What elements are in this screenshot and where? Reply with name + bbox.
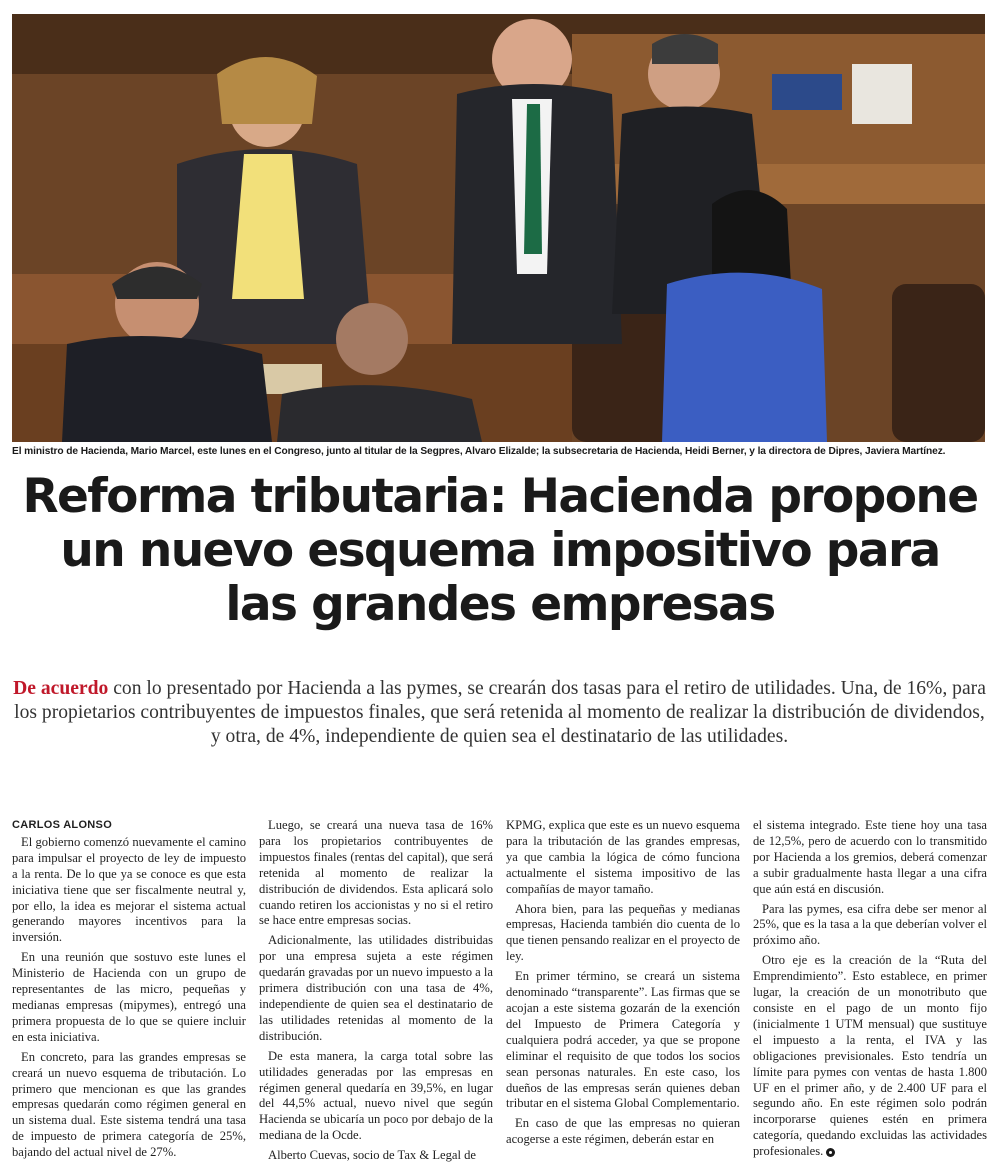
photo-person-suit (62, 336, 272, 442)
photo-chair-right (892, 284, 985, 442)
photo-person-hair (217, 57, 317, 124)
article-column-2 (259, 818, 493, 1168)
paragraph: De esta manera, la carga total sobre las utilidades generadas por las empresas en régimen general quedaría en 39,5%, en lugar del 44,5% actual, nuevo nivel que según Hacienda se ubicaría un poco por debajo de la mediana de la Ocde. (259, 1048, 493, 1143)
paragraph: En primer término, se creará un sistema denominado “transparente”. Las firmas que se acojan a este sistema gozarán de la exención del Impuesto de Primera Categoría y cualquiera podrá acceder, ya que se propone eliminar el requisito de que todos los socios sean personas naturales. En este caso, los dueños de las empresas serán quienes deban tributar en el sistema Global Complementario. (506, 969, 740, 1111)
paragraph (753, 953, 987, 1160)
paragraph: En concreto, para las grandes empresas se creará un nuevo esquema de tributación. Lo primero que mencionan es que las grandes empresas quedarán como régimen general en un sistema dual. Este sistema tendrá una tasa de impuesto de primera categoría de 25%, bajando del actual nivel de 27%. (12, 1049, 246, 1160)
article-headline: Reforma tributaria: Hacienda propone un nuevo esquema impositivo para las grandes empresas (22, 469, 978, 632)
paragraph: En caso de que las empresas no quieran acogerse a este régimen, deberán estar en (506, 1116, 740, 1147)
paragraph: Luego, se creará una nueva tasa de 16% para los propietarios contribuyentes de impuestos finales (rentas del capital), que será retenida al momento de realizar la distribución de dividendos. Esta aplicará solo cuando retiren los accionistas y no si el retiro se hace entre empresas socias. (259, 818, 493, 928)
paragraph: Alberto Cuevas, socio de Tax & Legal de (268, 1148, 477, 1163)
paragraph: Ahora bien, para las pequeñas y medianas empresas, Hacienda también dio cuenta de lo que tienen pensando realizar en el proyecto de ley. (506, 901, 740, 964)
paragraph: El gobierno comenzó nuevamente el camino para impulsar el proyecto de ley de impuesto a la renta. De lo que ya se conoce es que esta iniciativa tiene que ser fiscalmente neutral y, por ello, la idea es mejorar el sistema actual generando mayores incentivos para la inversión. (12, 834, 246, 945)
end-of-article-icon (826, 1148, 835, 1157)
photo-book (772, 74, 842, 110)
lead-text: con lo presentado por Hacienda a las pymes, se crearán dos tasas para el retiro de utilidades. Una, de 16%, para los propietarios contribuyentes de impuestos finales, que será retenida al momento de realizar la distribución de dividendos, y otra, de 4%, independiente de quien sea el destinatario de las utilidades. (14, 678, 986, 747)
lead-kicker: De acuerdo (13, 678, 109, 699)
photo-caption: El ministro de Hacienda, Mario Marcel, este lunes en el Congreso, junto al titular de la Segpres, Alvaro Elizalde; la subsecretaria de Hacienda, Heidi Berner, y la directora de Dipres, Javiera Martínez. (12, 446, 946, 457)
paragraph: Adicionalmente, las utilidades distribuidas por una empresa sujeta a este régimen quedarán gravadas por un nuevo impuesto a la primera distribución con una tasa de 4%, independiente de quien sea el destinatario de las utilidades retenidas al momento de la distribución. (259, 933, 493, 1043)
photo-person-blouse (232, 154, 304, 299)
paragraph: Para las pymes, esa cifra debe ser menor al 25%, que es la tasa a la que deberían volver el próximo año. (753, 901, 987, 948)
article-column-3 (506, 818, 740, 1168)
photo-illustration (12, 14, 985, 442)
paragraph: En una reunión que sostuvo este lunes el Ministerio de Hacienda con un grupo de representantes de las micro, pequeñas y medianas empresas (mipymes), entregó una primera propuesta de lo que se quiere incluir en esta iniciativa. (12, 950, 246, 1044)
paragraph: KPMG, explica que este es un nuevo esquema para la tributación de las grandes empresas, ya que cambia la lógica de cómo funciona actualmente el sistema impositivo de las compañías de mayor tamaño. (506, 818, 740, 896)
photo-papers (852, 64, 912, 124)
news-photo (12, 14, 985, 442)
article-body (12, 818, 987, 1168)
photo-person-tie (524, 104, 542, 254)
paragraph: el sistema integrado. Este tiene hoy una tasa de 12,5%, pero de acuerdo con lo transmitido por Hacienda a los gremios, deberá comenzar a subir gradualmente hasta llegar a una cifra que aún está en discusión. (753, 818, 987, 896)
paragraph-text: Otro eje es la creación de la “Ruta del Emprendimiento”. Esto establece, en primer lugar, la creación de un monotributo que consiste en el pago de un monto fijo (inicialmente 1 UTM mensual) que sustituye el impuesto a la renta, el IVA y las obligaciones previsionales. Esto tendría un límite para pymes con ventas de hasta 1.800 UF en el primer año, y de 2.400 UF para el segundo año. En este régimen solo podrán incorporarse quienes estén en primera categoría, quedando excluidas las actividades profesionales. (753, 953, 987, 1159)
article-column-1 (12, 818, 246, 1168)
article-lead (12, 677, 987, 749)
photo-person-head (336, 303, 408, 375)
photo-person-jacket (662, 273, 827, 442)
article-column-4 (753, 818, 987, 1168)
byline: CARLOS ALONSO (12, 819, 113, 831)
